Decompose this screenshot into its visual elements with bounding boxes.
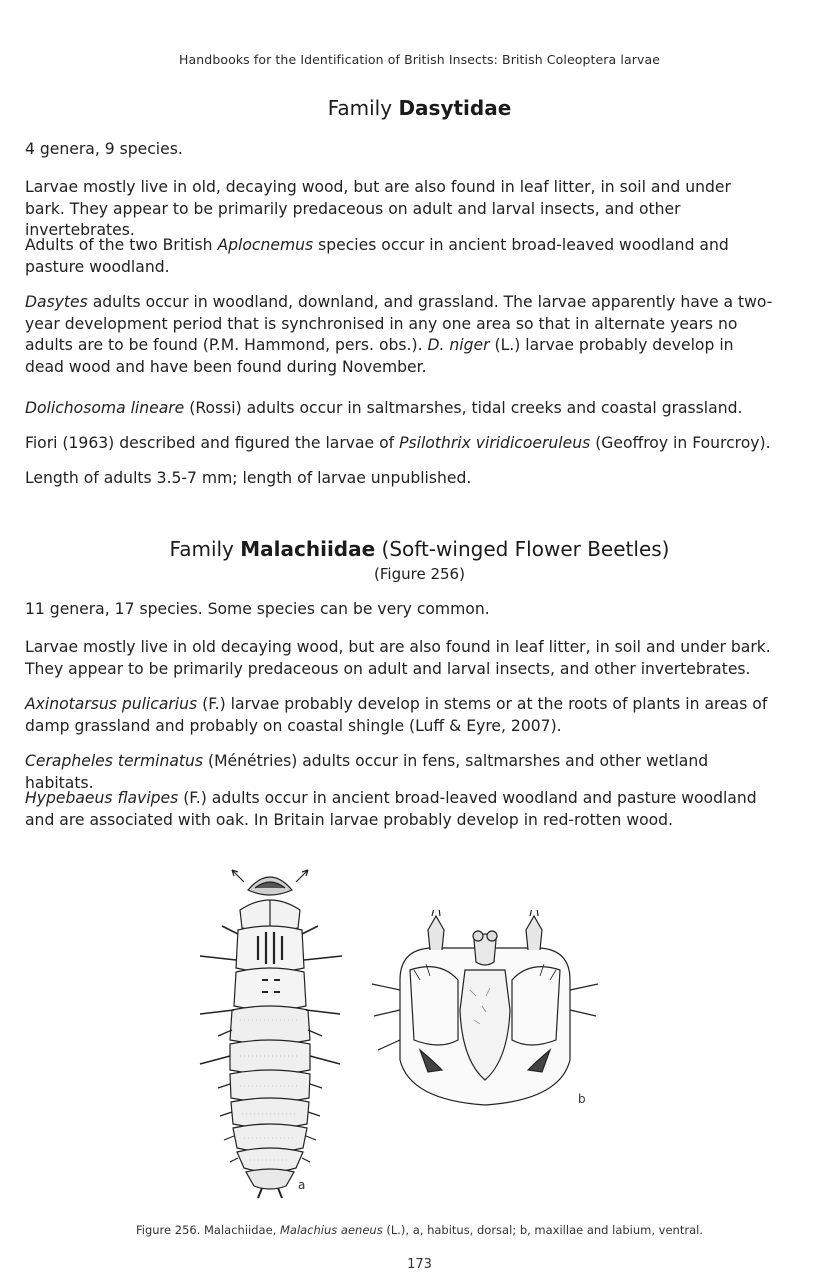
species-name: Cerapheles terminatus xyxy=(25,752,204,770)
species-name: D. niger xyxy=(427,336,490,354)
species-name: Hypebaeus flavipes xyxy=(25,789,179,807)
text-span: (Ménétries) adults occur in fens, saltmarshes and other wetland habitats. xyxy=(25,752,709,792)
maxillae-labium-illustration xyxy=(370,910,600,1110)
larva-habitus-illustration xyxy=(170,860,370,1200)
caption-text: (L.), a, habitus, dorsal; b, maxillae and labium, ventral. xyxy=(382,1223,703,1237)
text-span: Fiori (1963) described and figured the larvae of xyxy=(25,434,400,452)
species-name: Aplocnemus xyxy=(217,236,314,254)
figure-label-a: a xyxy=(298,1178,306,1192)
species-name: Psilothrix viridicoeruleus xyxy=(399,434,591,452)
caption-text: Figure 256. Malachiidae, xyxy=(135,1223,280,1237)
heading-prefix: Family xyxy=(327,96,399,120)
family-name: Malachiidae xyxy=(240,537,376,561)
running-head: Handbooks for the Identification of British Insects: British Coleoptera larvae xyxy=(179,52,660,67)
malachiidae-heading xyxy=(0,537,839,561)
text-span: (F.) adults occur in ancient broad-leaved woodland and pasture woodland and are associated with oak. In Britain larvae probably develop in red-rotten wood. xyxy=(25,789,757,829)
dasytidae-fiori xyxy=(25,433,775,455)
figure-caption xyxy=(0,1223,839,1237)
genus-name: Dasytes xyxy=(25,293,88,311)
dasytidae-aplocnemus xyxy=(25,235,775,278)
heading-prefix: Family xyxy=(169,537,241,561)
dasytidae-heading xyxy=(0,96,839,120)
dasytidae-dolichosoma xyxy=(25,398,775,420)
family-name: Dasytidae xyxy=(398,96,512,120)
species-name: Axinotarsus pulicarius xyxy=(25,695,198,713)
common-name: (Soft-winged Flower Beetles) xyxy=(375,537,670,561)
text-span: adults occur in woodland, downland, and grassland. The larvae apparently have a two-year development period that is synchronised in any one area so that in alternate years no adults are to be found (P.M. Hammond, pers. obs.). xyxy=(25,293,773,354)
text-span: (L.) larvae probably develop in dead wood and have been found during November. xyxy=(25,336,734,376)
figure-256 xyxy=(150,860,710,1200)
figure-label-b: b xyxy=(578,1092,586,1106)
figure-reference: (Figure 256) xyxy=(374,565,465,583)
malachiidae-species-count: 11 genera, 17 species. Some species can be very common. xyxy=(25,600,490,618)
dasytidae-dasytes xyxy=(25,292,775,378)
dasytidae-species-count: 4 genera, 9 species. xyxy=(25,140,183,158)
text-span: (Geoffroy in Fourcroy). xyxy=(590,434,771,452)
page-number: 173 xyxy=(407,1257,432,1272)
text-span: (Rossi) adults occur in saltmarshes, tidal creeks and coastal grassland. xyxy=(184,399,743,417)
species-name: Dolichosoma lineare xyxy=(25,399,185,417)
text-span: (F.) larvae probably develop in stems or at the roots of plants in areas of damp grassland and probably on coastal shingle (Luff & Eyre, 2007). xyxy=(25,695,768,735)
malachiidae-hypebaeus xyxy=(25,788,775,831)
caption-species: Malachius aeneus xyxy=(279,1223,383,1237)
malachiidae-larvae-habitat: Larvae mostly live in old decaying wood, but are also found in leaf litter, in soil and under bark. They appear to be primarily predaceous on adult and larval insects, and other invertebrates. xyxy=(25,638,771,678)
text-span: species occur in ancient broad-leaved woodland and pasture woodland. xyxy=(25,236,729,276)
dasytidae-length: Length of adults 3.5-7 mm; length of larvae unpublished. xyxy=(25,469,472,487)
dasytidae-larvae-habitat: Larvae mostly live in old, decaying wood, but are also found in leaf litter, in soil and under bark. They appear to be primarily predaceous on adult and larval insects, and other invertebrates. xyxy=(25,178,731,239)
malachiidae-axinotarsus xyxy=(25,694,775,737)
text-span: Adults of the two British xyxy=(25,236,218,254)
